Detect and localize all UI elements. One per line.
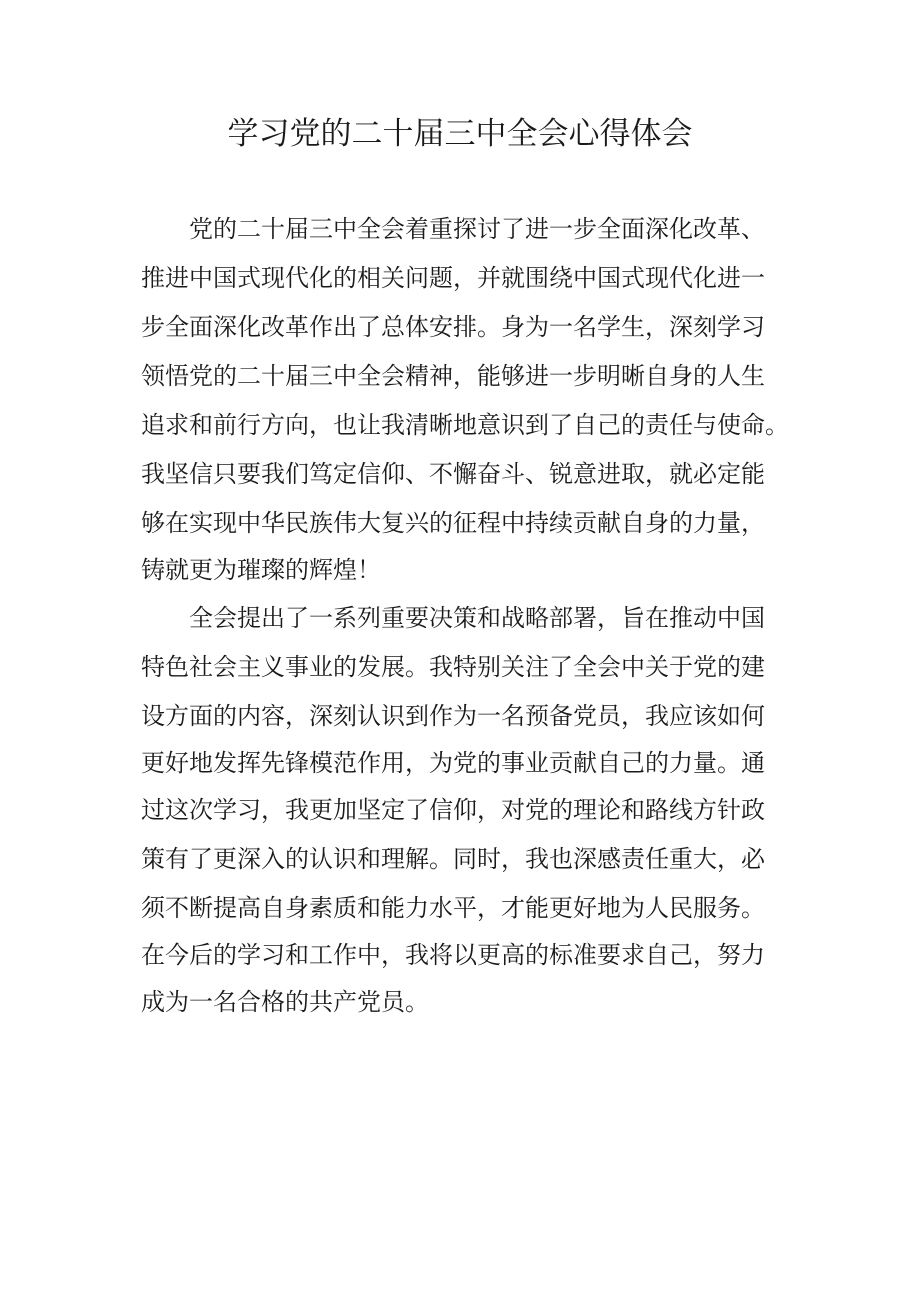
body-line-2: 推进中国式现代化的相关问题，并就围绕中国式现代化进一 <box>141 264 765 292</box>
body-line-15: 须不断提高自身素质和能力水平，才能更好地为人民服务。 <box>141 894 765 922</box>
body-line-8: 铸就更为璀璨的辉煌！ <box>141 556 381 584</box>
body-line-17: 成为一名合格的共产党员。 <box>141 988 429 1016</box>
body-line-4: 领悟党的二十届三中全会精神，能够进一步明晰自身的人生 <box>141 362 765 390</box>
body-line-16: 在今后的学习和工作中，我将以更高的标准要求自己，努力 <box>141 941 765 969</box>
body-line-7: 够在实现中华民族伟大复兴的征程中持续贡献自身的力量， <box>141 509 765 537</box>
body-line-14: 策有了更深入的认识和理解。同时，我也深感责任重大，必 <box>141 845 765 873</box>
body-line-5: 追求和前行方向，也让我清晰地意识到了自己的责任与使命。 <box>141 411 789 439</box>
body-line-10: 特色社会主义事业的发展。我特别关注了全会中关于党的建 <box>141 653 765 681</box>
body-line-1: 党的二十届三中全会着重探讨了进一步全面深化改革、 <box>189 215 765 243</box>
body-line-13: 过这次学习，我更加坚定了信仰，对党的理论和路线方针政 <box>141 796 765 824</box>
document-title: 学习党的二十届三中全会心得体会 <box>227 116 693 152</box>
body-line-6: 我坚信只要我们笃定信仰、不懈奋斗、锐意进取，就必定能 <box>141 460 765 488</box>
body-line-11: 设方面的内容，深刻认识到作为一名预备党员，我应该如何 <box>141 702 765 730</box>
body-line-12: 更好地发挥先锋模范作用，为党的事业贡献自己的力量。通 <box>141 749 765 777</box>
body-line-9: 全会提出了一系列重要决策和战略部署，旨在推动中国 <box>189 604 765 632</box>
body-line-3: 步全面深化改革作出了总体安排。身为一名学生，深刻学习 <box>141 313 765 341</box>
